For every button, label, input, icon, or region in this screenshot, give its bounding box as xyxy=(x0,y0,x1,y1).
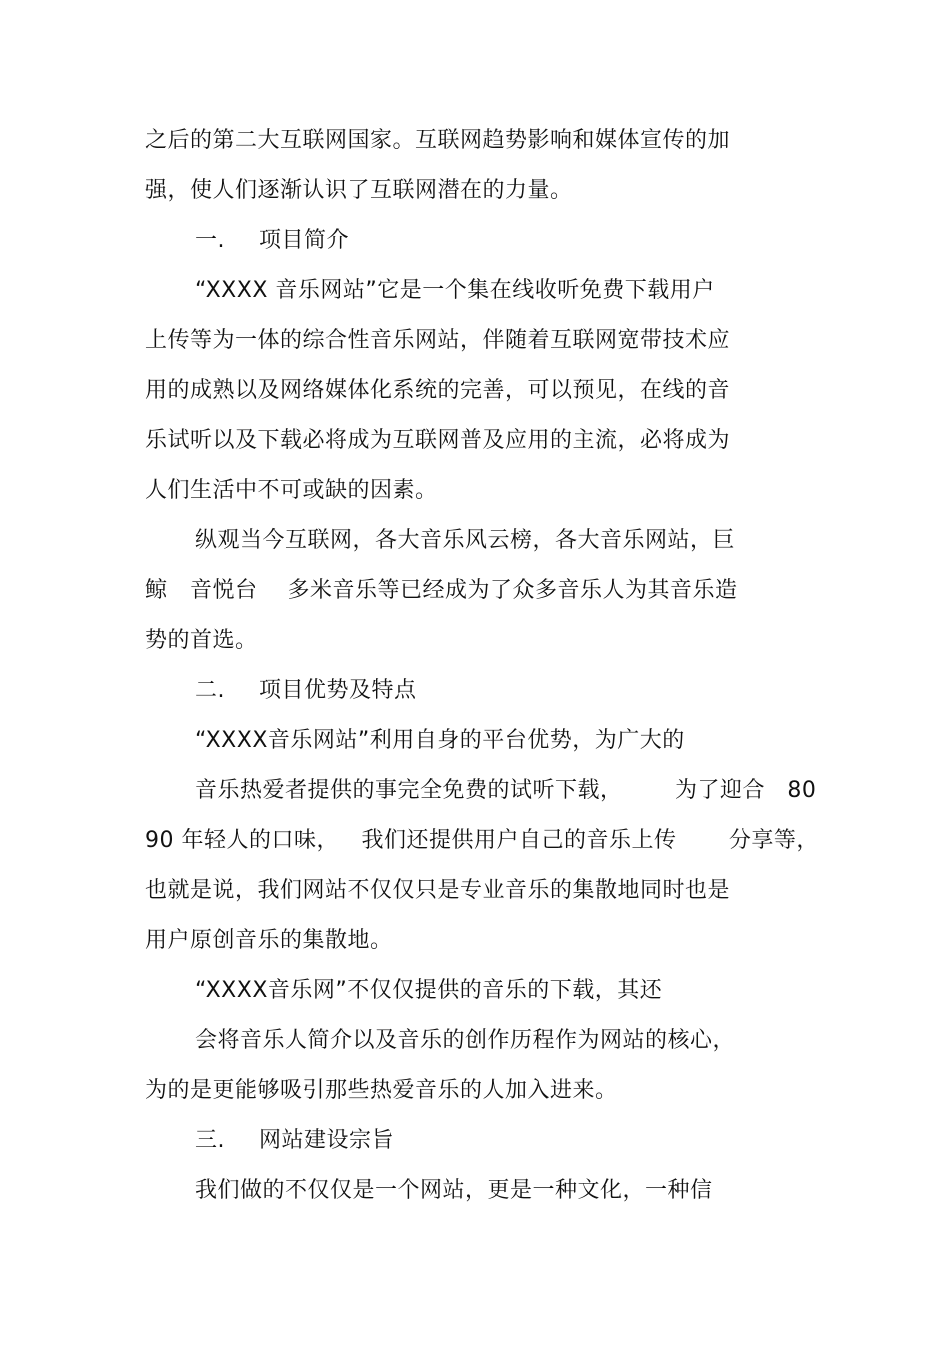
section-number: 二. xyxy=(195,678,225,703)
text-line: 我们做的不仅仅是一个网站，更是一种文化，一种信 xyxy=(195,1178,713,1203)
text-line: “XXXX 音乐网站”它是一个集在线收听免费下载用户 xyxy=(195,278,715,303)
text-line: “XXXX音乐网”不仅仅提供的音乐的下载，其还 xyxy=(195,978,663,1003)
section-title: 网站建设宗旨 xyxy=(259,1128,395,1153)
text-line: 强，使人们逐渐认识了互联网潜在的力量。 xyxy=(145,178,573,203)
text-line: 也就是说，我们网站不仅仅只是专业音乐的集散地同时也是 xyxy=(145,878,731,903)
text-line: 用的成熟以及网络媒体化系统的完善，可以预见，在线的音 xyxy=(145,378,731,403)
text-line: 势的首选。 xyxy=(145,628,258,653)
section-heading-1 xyxy=(195,226,349,256)
section-title: 项目简介 xyxy=(259,228,350,253)
text-line: 音乐热爱者提供的事完全免费的试听下载， 为了迎合 80 xyxy=(195,778,817,803)
text-line: 之后的第二大互联网国家。互联网趋势影响和媒体宣传的加 xyxy=(145,128,731,153)
text-line: 为的是更能够吸引那些热爱音乐的人加入进来。 xyxy=(145,1078,618,1103)
text-line: 上传等为一体的综合性音乐网站，伴随着互联网宽带技术应 xyxy=(145,328,731,353)
section-heading-2 xyxy=(195,676,417,706)
section-heading-3 xyxy=(195,1126,394,1156)
section-number: 三. xyxy=(195,1128,225,1153)
text-line: 会将音乐人简介以及音乐的创作历程作为网站的核心， xyxy=(195,1028,736,1053)
text-line: 纵观当今互联网，各大音乐风云榜，各大音乐网站，巨 xyxy=(195,528,736,553)
text-line: 90 年轻人的口味， 我们还提供用户自己的音乐上传 分享等， xyxy=(145,828,819,853)
section-title: 项目优势及特点 xyxy=(259,678,417,703)
text-line: 鲸 音悦台 多米音乐等已经成为了众多音乐人为其音乐造 xyxy=(145,578,738,603)
section-number: 一. xyxy=(195,228,225,253)
text-line: 乐试听以及下载必将成为互联网普及应用的主流，必将成为 xyxy=(145,428,731,453)
text-line: 人们生活中不可或缺的因素。 xyxy=(145,478,438,503)
text-line: “XXXX音乐网站”利用自身的平台优势，为广大的 xyxy=(195,728,685,753)
text-line: 用户原创音乐的集散地。 xyxy=(145,928,393,953)
